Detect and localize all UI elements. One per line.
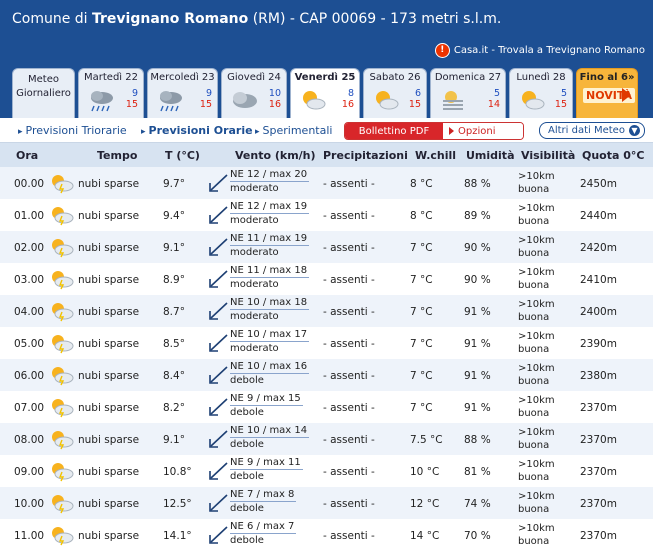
cell-umidita: 88 % [464, 434, 491, 446]
table-header [0, 143, 653, 167]
wind-level: debole [230, 407, 264, 418]
wind-max: max 11 [263, 457, 301, 468]
cell-temp: 8.7° [163, 306, 185, 318]
wind-level: moderato [230, 311, 279, 322]
wind-max: max 15 [263, 393, 301, 404]
cell-temp: 9.1° [163, 434, 185, 446]
cell-visibilita [518, 426, 555, 452]
temp-min: 16 [341, 99, 354, 110]
opzioni-label: Opzioni [458, 125, 496, 137]
link-label: Previsioni Orarie [148, 124, 253, 137]
cell-vento: NE 12 / max 19 moderato [230, 201, 308, 226]
wind-level: debole [230, 471, 264, 482]
wind-level: debole [230, 535, 264, 546]
cell-visibilita [518, 490, 555, 516]
table-row [0, 391, 653, 423]
cell-wchill: 14 °C [410, 530, 440, 542]
wind-arrow-icon [207, 525, 229, 545]
vis-quality: buona [518, 280, 550, 291]
wind-max: max 16 [269, 361, 308, 372]
wind-arrow-icon [207, 429, 229, 449]
bullet-icon: ▸ [141, 127, 146, 137]
tab-label: Lunedì 28 [516, 72, 566, 83]
vis-quality: buona [518, 216, 550, 227]
wind-arrow-icon [207, 301, 229, 321]
cell-precipitazioni: - assenti - [323, 530, 375, 542]
vis-distance: >10km [518, 235, 555, 246]
wind-dir: NE 12 [230, 169, 260, 180]
wind-level: moderato [230, 247, 279, 258]
cloud-sun-icon [48, 172, 74, 194]
cell-vento: NE 12 / max 20 moderato [230, 169, 308, 194]
temp-min: 15 [408, 99, 421, 110]
cell-temp: 8.5° [163, 338, 185, 350]
wind-level: debole [230, 375, 264, 386]
cloud-sun-icon [48, 524, 74, 546]
cell-visibilita [518, 330, 555, 356]
cell-vento: NE 10 / max 17 moderato [230, 329, 308, 354]
cell-precipitazioni: - assenti - [323, 434, 375, 446]
forecast-table [0, 167, 653, 551]
cell-quota: 2400m [580, 306, 617, 318]
tab-label: Mercoledì 23 [150, 72, 215, 83]
wind-dir: NE 12 [230, 201, 260, 212]
vis-quality: buona [518, 184, 550, 195]
opzioni-button[interactable] [443, 123, 523, 139]
vis-distance: >10km [518, 299, 555, 310]
cell-quota: 2380m [580, 370, 617, 382]
cell-quota: 2410m [580, 274, 617, 286]
cell-tempo: nubi sparse [78, 242, 140, 254]
wind-arrow-icon [207, 237, 229, 257]
sun-cloud-icon [372, 87, 400, 113]
cell-wchill: 10 °C [410, 466, 440, 478]
cloud-icon [230, 87, 258, 113]
wind-dir: NE 9 [230, 457, 254, 468]
vis-quality: buona [518, 376, 550, 387]
wind-arrow-icon [207, 397, 229, 417]
cell-quota: 2390m [580, 338, 617, 350]
vis-quality: buona [518, 248, 550, 259]
cell-ora: 05.00 [14, 338, 45, 350]
cell-ora: 11.00 [14, 530, 45, 542]
table-row [0, 167, 653, 199]
temp-max: 8 [347, 88, 354, 99]
table-row [0, 359, 653, 391]
cell-umidita: 91 % [464, 306, 491, 318]
altri-dati-meteo-button[interactable] [539, 122, 645, 139]
cloud-sun-icon [48, 460, 74, 482]
cell-temp: 9.4° [163, 210, 185, 222]
cell-tempo: nubi sparse [78, 530, 140, 542]
cell-tempo: nubi sparse [78, 274, 140, 286]
table-row [0, 487, 653, 519]
wind-level: moderato [230, 183, 279, 194]
cell-quota: 2370m [580, 530, 617, 542]
wind-arrow-icon [207, 173, 229, 193]
col-temp: T (°C) [165, 149, 200, 162]
cell-ora: 08.00 [14, 434, 45, 446]
title-prefix: Comune di [12, 11, 93, 27]
wind-dir: NE 9 [230, 393, 254, 404]
cell-ora: 06.00 [14, 370, 45, 382]
vis-quality: buona [518, 408, 550, 419]
town-name: Trevignano Romano [92, 11, 249, 27]
cell-wchill: 8 °C [410, 210, 433, 222]
cloud-sun-icon [48, 364, 74, 386]
cloud-sun-icon [48, 268, 74, 290]
forecast-subnav [0, 118, 653, 143]
wind-dir: NE 7 [230, 489, 254, 500]
cell-vento: NE 10 / max 18 moderato [230, 297, 308, 322]
cell-precipitazioni: - assenti - [323, 498, 375, 510]
tab-label: Meteo [28, 74, 59, 85]
tab-label: Domenica 27 [434, 72, 502, 83]
cell-quota: 2450m [580, 178, 617, 190]
cell-vento: NE 11 / max 19 moderato [230, 233, 308, 258]
tab-label: Fino al 6» [579, 72, 635, 83]
tab-martedi-22[interactable] [78, 68, 144, 118]
cell-precipitazioni: - assenti - [323, 402, 375, 414]
cell-wchill: 7 °C [410, 242, 433, 254]
cell-vento: NE 9 / max 11 debole [230, 457, 301, 482]
table-row [0, 423, 653, 455]
tab-giovedi-24[interactable] [221, 68, 287, 118]
cell-precipitazioni: - assenti - [323, 178, 375, 190]
cell-precipitazioni: - assenti - [323, 210, 375, 222]
bullet-icon: ▸ [18, 127, 23, 137]
tab-domenica-27[interactable] [430, 68, 506, 118]
wind-level: debole [230, 439, 264, 450]
tab-label: Giovedì 24 [227, 72, 281, 83]
col-ora: Ora [16, 149, 39, 162]
page-header [0, 0, 653, 66]
cell-ora: 02.00 [14, 242, 45, 254]
cell-temp: 8.9° [163, 274, 185, 286]
vis-distance: >10km [518, 331, 555, 342]
wind-level: moderato [230, 343, 279, 354]
cell-wchill: 7 °C [410, 338, 433, 350]
col-visibilita: Visibilità [521, 149, 576, 162]
bullet-icon: ▸ [255, 127, 260, 137]
cell-vento: NE 11 / max 18 moderato [230, 265, 308, 290]
temp-min: 15 [554, 99, 567, 110]
wind-arrow-icon [207, 493, 229, 513]
cell-umidita: 90 % [464, 274, 491, 286]
wind-dir: NE 10 [230, 425, 260, 436]
cell-temp: 12.5° [163, 498, 192, 510]
link-label: Previsioni Triorarie [25, 124, 127, 137]
vis-distance: >10km [518, 203, 555, 214]
link-label: Sperimentali [262, 124, 333, 137]
cell-tempo: nubi sparse [78, 370, 140, 382]
cell-wchill: 7 °C [410, 306, 433, 318]
cloud-sun-icon [48, 492, 74, 514]
cloud-sun-icon [48, 428, 74, 450]
temp-min: 16 [268, 99, 281, 110]
title-suffix: (RM) - CAP 00069 - 173 metri s.l.m. [248, 11, 502, 27]
wind-arrow-icon [207, 269, 229, 289]
tab-label: Martedì 22 [84, 72, 138, 83]
link-sperimentali[interactable] [255, 124, 332, 137]
sun-cloud-icon [518, 87, 546, 113]
cloud-sun-icon [48, 204, 74, 226]
cell-visibilita [518, 458, 555, 484]
vis-quality: buona [518, 344, 550, 355]
wind-dir: NE 11 [230, 265, 260, 276]
cell-wchill: 12 °C [410, 498, 440, 510]
bollettino-pdf-button[interactable] [345, 123, 443, 139]
cell-visibilita [518, 202, 555, 228]
temp-max: 5 [493, 88, 500, 99]
table-row [0, 295, 653, 327]
col-precipitazioni: Precipitazioni [323, 149, 408, 162]
temp-min: 14 [487, 99, 500, 110]
wind-dir: NE 11 [230, 233, 260, 244]
wind-arrow-icon [207, 205, 229, 225]
tab-meteo-giornaliero[interactable] [12, 68, 75, 118]
cell-ora: 07.00 [14, 402, 45, 414]
cell-umidita: 70 % [464, 530, 491, 542]
cell-tempo: nubi sparse [78, 434, 140, 446]
cell-ora: 01.00 [14, 210, 45, 222]
cell-wchill: 7 °C [410, 370, 433, 382]
tab-lunedi-28[interactable] [509, 68, 573, 118]
table-row [0, 199, 653, 231]
wind-arrow-icon [207, 461, 229, 481]
link-previsioni-triorarie[interactable] [18, 124, 127, 137]
wind-max: max 20 [269, 169, 308, 180]
cell-wchill: 8 °C [410, 178, 433, 190]
cell-vento: NE 6 / max 7 debole [230, 521, 295, 546]
cell-temp: 14.1° [163, 530, 192, 542]
alert-icon: ! [435, 43, 450, 58]
vis-distance: >10km [518, 459, 555, 470]
sun-cloud-icon [299, 87, 327, 113]
wind-max: max 19 [269, 233, 308, 244]
wind-max: max 8 [263, 489, 295, 500]
temp-max: 9 [205, 88, 212, 99]
cell-quota: 2440m [580, 210, 617, 222]
casa-link-label: Casa.it - Trovala a Trevignano Romano [453, 45, 645, 56]
cell-precipitazioni: - assenti - [323, 306, 375, 318]
cell-tempo: nubi sparse [78, 402, 140, 414]
wind-level: debole [230, 503, 264, 514]
vis-distance: >10km [518, 171, 555, 182]
tab-venerdi-25[interactable] [290, 68, 360, 118]
wind-dir: NE 10 [230, 297, 260, 308]
col-quota: Quota 0°C [582, 149, 645, 162]
cell-temp: 8.2° [163, 402, 185, 414]
wind-max: max 17 [269, 329, 308, 340]
cell-ora: 09.00 [14, 466, 45, 478]
cell-temp: 10.8° [163, 466, 192, 478]
cell-quota: 2370m [580, 498, 617, 510]
cell-precipitazioni: - assenti - [323, 242, 375, 254]
temp-max: 9 [131, 88, 138, 99]
cell-umidita: 88 % [464, 178, 491, 190]
tab-label: Venerdì 25 [294, 72, 356, 83]
col-umidita: Umidità [466, 149, 515, 162]
cell-vento: NE 9 / max 15 debole [230, 393, 301, 418]
cell-visibilita [518, 298, 555, 324]
cell-visibilita [518, 170, 555, 196]
cell-ora: 04.00 [14, 306, 45, 318]
cell-vento: NE 10 / max 14 debole [230, 425, 308, 450]
casa-link[interactable] [435, 43, 645, 58]
cell-temp: 8.4° [163, 370, 185, 382]
novita-badge: NOVITÀ [583, 88, 635, 103]
cell-tempo: nubi sparse [78, 338, 140, 350]
temp-min: 15 [199, 99, 212, 110]
rain-cloud-icon [87, 87, 115, 113]
wind-level: moderato [230, 215, 279, 226]
cell-precipitazioni: - assenti - [323, 466, 375, 478]
cell-wchill: 7 °C [410, 274, 433, 286]
vis-distance: >10km [518, 491, 555, 502]
cell-umidita: 74 % [464, 498, 491, 510]
cell-visibilita [518, 522, 555, 548]
cell-quota: 2370m [580, 466, 617, 478]
day-tabs [0, 66, 653, 118]
vis-distance: >10km [518, 363, 555, 374]
cell-visibilita [518, 394, 555, 420]
cell-umidita: 89 % [464, 210, 491, 222]
wind-max: max 18 [269, 297, 308, 308]
temp-max: 6 [414, 88, 421, 99]
table-row [0, 455, 653, 487]
tab-fino-al-6[interactable] [576, 68, 638, 118]
cell-umidita: 91 % [464, 338, 491, 350]
wind-max: max 19 [269, 201, 308, 212]
page-title [12, 11, 501, 27]
cell-temp: 9.1° [163, 242, 185, 254]
cloud-sun-icon [48, 300, 74, 322]
wind-dir: NE 6 [230, 521, 254, 532]
cell-umidita: 91 % [464, 402, 491, 414]
wind-arrow-icon [207, 365, 229, 385]
vis-distance: >10km [518, 267, 555, 278]
wind-dir: NE 10 [230, 361, 260, 372]
tab-sabato-26[interactable] [363, 68, 427, 118]
cell-visibilita [518, 362, 555, 388]
arrow-right-icon [622, 88, 631, 102]
vis-distance: >10km [518, 427, 555, 438]
chevron-down-icon: ▼ [629, 125, 640, 136]
cell-tempo: nubi sparse [78, 178, 140, 190]
play-icon [449, 127, 454, 135]
tab-mercoledi-23[interactable] [147, 68, 218, 118]
cloud-sun-icon [48, 396, 74, 418]
temp-max: 5 [560, 88, 567, 99]
vis-quality: buona [518, 440, 550, 451]
vis-quality: buona [518, 472, 550, 483]
vis-quality: buona [518, 312, 550, 323]
cell-visibilita [518, 266, 555, 292]
cell-tempo: nubi sparse [78, 498, 140, 510]
wind-max: max 14 [269, 425, 308, 436]
cell-vento: NE 10 / max 16 debole [230, 361, 308, 386]
wind-dir: NE 10 [230, 329, 260, 340]
vis-quality: buona [518, 504, 550, 515]
cell-quota: 2420m [580, 242, 617, 254]
cell-ora: 10.00 [14, 498, 45, 510]
wind-max: max 18 [269, 265, 308, 276]
cell-tempo: nubi sparse [78, 210, 140, 222]
wind-max: max 7 [263, 521, 295, 532]
cell-wchill: 7.5 °C [410, 434, 443, 446]
cell-temp: 9.7° [163, 178, 185, 190]
cell-quota: 2370m [580, 402, 617, 414]
cell-vento: NE 7 / max 8 debole [230, 489, 295, 514]
col-vento: Vento (km/h) [235, 149, 316, 162]
table-row [0, 231, 653, 263]
rain-cloud-icon [156, 87, 184, 113]
cell-umidita: 90 % [464, 242, 491, 254]
cell-tempo: nubi sparse [78, 466, 140, 478]
link-previsioni-orarie[interactable] [141, 124, 253, 137]
cell-wchill: 7 °C [410, 402, 433, 414]
cell-visibilita [518, 234, 555, 260]
col-tempo: Tempo [97, 149, 138, 162]
temp-min: 15 [125, 99, 138, 110]
col-wchill: W.chill [415, 149, 457, 162]
table-row [0, 519, 653, 551]
table-row [0, 263, 653, 295]
cell-tempo: nubi sparse [78, 306, 140, 318]
fog-icon [439, 87, 467, 113]
cell-ora: 00.00 [14, 178, 45, 190]
tab-label: Giornaliero [16, 88, 71, 99]
vis-distance: >10km [518, 395, 555, 406]
cell-precipitazioni: - assenti - [323, 370, 375, 382]
pdf-label: Bollettino PDF [358, 125, 430, 137]
tab-label: Sabato 26 [369, 72, 421, 83]
table-row [0, 327, 653, 359]
cloud-sun-icon [48, 236, 74, 258]
cell-precipitazioni: - assenti - [323, 274, 375, 286]
cell-ora: 03.00 [14, 274, 45, 286]
vis-quality: buona [518, 536, 550, 547]
cloud-sun-icon [48, 332, 74, 354]
pdf-options-bar [344, 122, 524, 140]
cell-quota: 2370m [580, 434, 617, 446]
wind-arrow-icon [207, 333, 229, 353]
cell-umidita: 81 % [464, 466, 491, 478]
vis-distance: >10km [518, 523, 555, 534]
cell-precipitazioni: - assenti - [323, 338, 375, 350]
wind-level: moderato [230, 279, 279, 290]
cell-umidita: 91 % [464, 370, 491, 382]
temp-max: 10 [268, 88, 281, 99]
altri-label: Altri dati Meteo [548, 125, 625, 136]
